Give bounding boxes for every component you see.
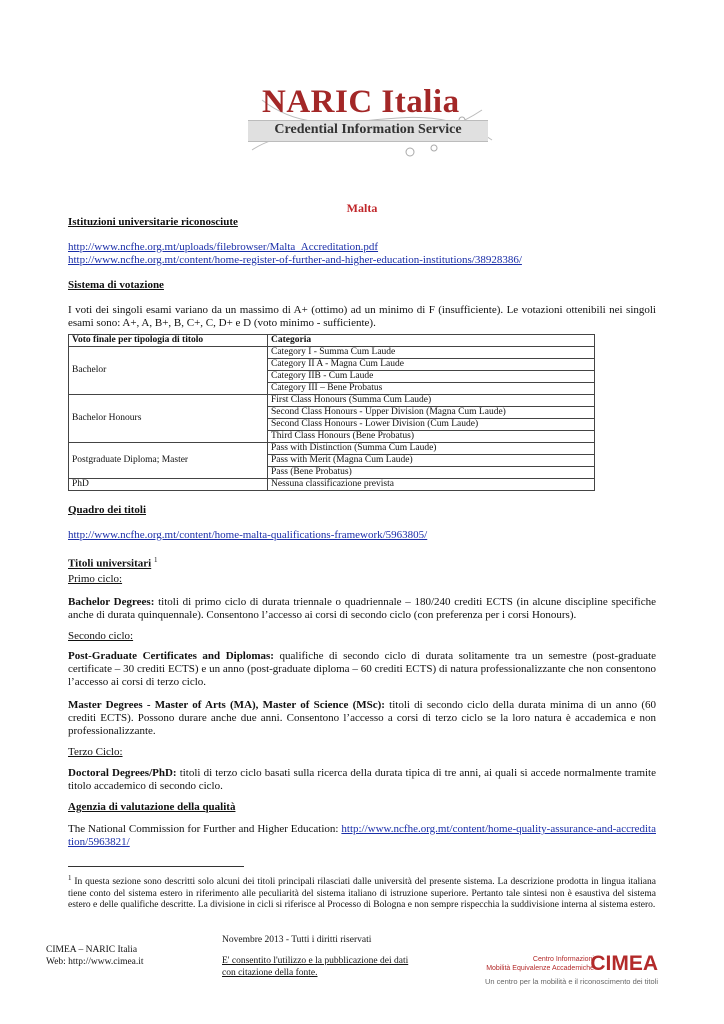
table-cell-label: Postgraduate Diploma; Master [69, 443, 268, 479]
country-title: Malta [346, 201, 378, 215]
ma-paragraph [68, 699, 656, 738]
first-cycle-label: Primo ciclo: [68, 573, 123, 585]
quality-paragraph [68, 823, 656, 849]
phd-text: titoli di terzo ciclo basati sulla ricerca della durata tipica di tre anni, ai quali si accede normalmente tramite titolo accademico di secondo ciclo. [68, 767, 657, 792]
quality-text: The National Commission for Further and Higher Education: [68, 823, 342, 835]
quality-link[interactable]: http://www.ncfhe.org.mt/content/home-quality-assurance-and-accreditation/5963821/ [68, 823, 656, 848]
phd-paragraph [68, 767, 656, 793]
table-cell-label: PhD [69, 479, 268, 491]
footer-license-2: con citazione della fonte. [222, 968, 318, 978]
ma-term: Master Degrees - Master of Arts (MA), Master of Science (MSc): [68, 699, 385, 711]
table-row [69, 395, 595, 407]
phd-term: Doctoral Degrees/PhD: [68, 767, 177, 779]
footer-date: Novembre 2013 - Tutti i diritti riservati [222, 935, 372, 945]
footnote-mark: 1 [68, 874, 72, 882]
footer-license-1: E' consentito l'utilizzo e la pubblicazione dei dati [222, 956, 409, 966]
pg-term: Post-Graduate Certificates and Diplomas: [68, 650, 274, 662]
third-cycle-label: Terzo Ciclo: [68, 746, 123, 758]
institutions-link-2[interactable]: http://www.ncfhe.org.mt/content/home-register-of-further-and-higher-education-institutions/38928386/ [68, 254, 522, 266]
table-cell: Pass (Bene Probatus) [268, 467, 595, 479]
grading-heading: Sistema di votazione [68, 279, 164, 291]
ma-text: titoli di secondo ciclo della durata minima di un anno (60 crediti ECTS). Possono durare anche due anni. Consentono l’accesso a corsi di terzo ciclo se la loro natura è accademica e non professionalizzante. [68, 699, 656, 737]
footnote-divider [68, 866, 244, 867]
footnote [68, 873, 656, 912]
cimea-logo-tagline: Un centro per la mobilità e il riconoscimento dei titoli [485, 977, 658, 986]
cimea-logo-line1: Centro Informazioni [532, 956, 594, 963]
naric-logo [222, 80, 504, 166]
institutions-link-1[interactable]: http://www.ncfhe.org.mt/uploads/filebrowser/Malta_Accreditation.pdf [68, 241, 379, 253]
table-cell: Nessuna classificazione prevista [268, 479, 595, 491]
footer-web: Web: http://www.cimea.it [46, 957, 144, 967]
grading-table [68, 334, 595, 491]
table-cell: First Class Honours (Summa Cum Laude) [268, 395, 595, 407]
table-cell-label: Bachelor [69, 347, 268, 395]
table-row [69, 347, 595, 359]
table-cell: Third Class Honours (Bene Probatus) [268, 431, 595, 443]
cimea-logo-line2: Mobilità Equivalenze Accademiche [486, 965, 594, 972]
institutions-heading: Istituzioni universitarie riconosciute [68, 216, 238, 228]
table-row [69, 443, 595, 455]
table-header-cell: Categoria [268, 335, 595, 347]
first-cycle-term: Bachelor Degrees: [68, 596, 155, 608]
first-cycle-text: titoli di primo ciclo di durata triennale o quadriennale – 180/240 crediti ECTS (in alcune discipline specifiche anche di durata quinquennale). Consentono l’accesso ai corsi di secondo ciclo (con preferenza per i corsi Honours). [68, 596, 656, 621]
quality-heading: Agenzia di valutazione della qualità [68, 801, 236, 813]
second-cycle-label: Secondo ciclo: [68, 630, 134, 642]
table-cell: Pass with Distinction (Summa Cum Laude) [268, 443, 595, 455]
first-cycle-paragraph [68, 596, 656, 622]
table-header-cell: Voto finale per tipologia di titolo [69, 335, 268, 347]
logo-title: NARIC Italia [262, 84, 460, 120]
framework-heading: Quadro dei titoli [68, 504, 147, 516]
table-cell: Category I - Summa Cum Laude [268, 347, 595, 359]
cimea-logo [470, 952, 658, 992]
pg-paragraph [68, 650, 656, 689]
footnote-text: In questa sezione sono descritti solo alcuni dei titoli principali rilasciati dalle università del presente sistema. La descrizione prodotta in lingua italiana tiene conto del sistema estero in riferimento alle peculiarità del sistema italiano di istruzione superiore. Pertanto tale sintesi non è esaustiva del sistema estero e delle qualifiche descritte. La divisione in cicli si riferisce al Processo di Bologna e non sempre rispecchia la suddivisione interna al sistema estero. [68, 877, 656, 911]
cimea-logo-word: CIMEA [590, 952, 658, 975]
table-cell: Second Class Honours - Lower Division (Cum Laude) [268, 419, 595, 431]
table-cell: Category II A - Magna Cum Laude [268, 359, 595, 371]
grading-text: I voti dei singoli esami variano da un massimo di A+ (ottimo) ad un minimo di F (insufficiente). Le votazioni ottenibili nei singoli esami sono: A+, A, B+, B, C+, C, D+ e D (voto minimo - sufficiente). [68, 304, 656, 329]
footnote-ref: 1 [153, 556, 158, 564]
table-cell: Second Class Honours - Upper Division (Magna Cum Laude) [268, 407, 595, 419]
footer-org: CIMEA – NARIC Italia [46, 945, 138, 955]
table-cell: Category III – Bene Probatus [268, 383, 595, 395]
table-header-row [69, 335, 595, 347]
framework-link[interactable]: http://www.ncfhe.org.mt/content/home-malta-qualifications-framework/5963805/ [68, 529, 428, 541]
table-row [69, 479, 595, 491]
table-cell-label: Bachelor Honours [69, 395, 268, 443]
table-cell: Category IIB - Cum Laude [268, 371, 595, 383]
table-cell: Pass with Merit (Magna Cum Laude) [268, 455, 595, 467]
titles-heading: Titoli universitari [68, 557, 152, 570]
titles-heading-wrap [68, 554, 157, 571]
logo-subtitle: Credential Information Service [274, 122, 462, 137]
pg-text: qualifiche di secondo ciclo di durata solitamente tra un semestre (post-graduate certificate – 30 crediti ECTS) e un anno (post-graduate diploma – 60 crediti ECTS) di natura professionalizzante che non consentono l’accesso ai corsi di terzo ciclo. [68, 650, 657, 688]
